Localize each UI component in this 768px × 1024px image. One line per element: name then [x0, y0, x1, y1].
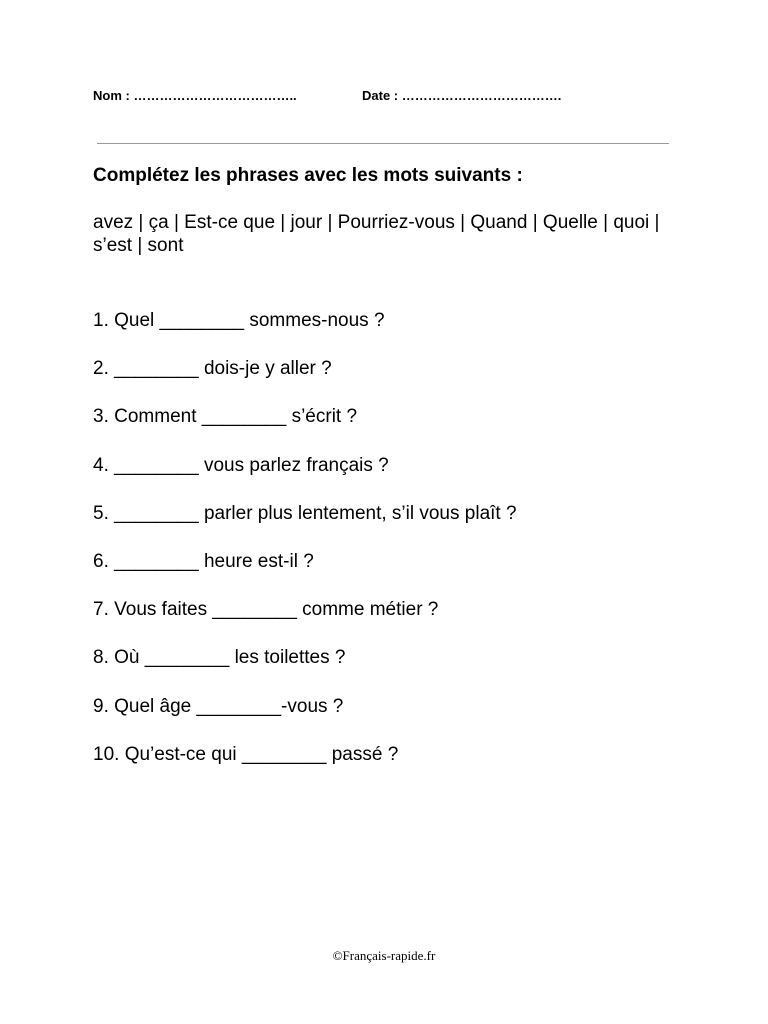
sentence-item: 5. ________ parler plus lentement, s’il vous plaît ?: [93, 502, 517, 524]
exercise-list: [93, 309, 517, 791]
instruction-heading: Complétez les phrases avec les mots suivants :: [93, 165, 523, 186]
sentence-item: 4. ________ vous parlez français ?: [93, 454, 389, 476]
sentence-item: 2. ________ dois-je y aller ?: [93, 358, 332, 380]
copyright-footer: ©Français-rapide.fr: [332, 948, 436, 963]
sentence-item: 1. Quel ________ sommes-nous ?: [93, 310, 385, 331]
name-field: Nom : ………………………………..: [93, 88, 297, 103]
sentence-item: 6. ________ heure est-il ?: [93, 550, 314, 572]
header-fields: [93, 88, 562, 103]
sentence-item: 10. Qu’est-ce qui ________ passé ?: [93, 743, 399, 765]
date-field: Date : ……………………………….: [362, 88, 562, 103]
sentence-item: 3. Comment ________ s’écrit ?: [93, 406, 358, 428]
sentence-item: 9. Quel âge ________-vous ?: [93, 695, 344, 717]
word-bank: avez | ça | Est-ce que | jour | Pourriez-vous | Quand | Quelle | quoi | s’est | sont: [93, 212, 660, 256]
header-divider: [97, 143, 669, 144]
sentence-item: 8. Où ________ les toilettes ?: [93, 647, 346, 669]
sentence-item: 7. Vous faites ________ comme métier ?: [93, 599, 439, 621]
